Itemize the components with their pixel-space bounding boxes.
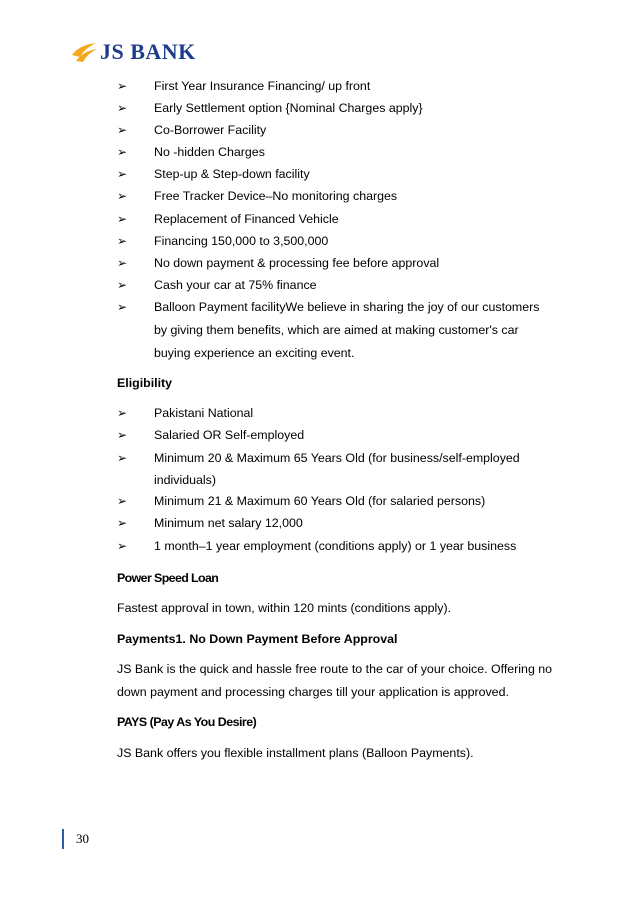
- page-number-divider: [62, 829, 64, 849]
- page-number: 30: [76, 831, 89, 846]
- section-heading-pays: PAYS (Pay As You Desire): [117, 715, 257, 729]
- pays-text: JS Bank offers you flexible installment plans (Balloon Payments).: [117, 746, 474, 760]
- section-heading-payments: Payments1. No Down Payment Before Approval: [117, 632, 398, 646]
- arrow-bullet-icon: ➢: [117, 451, 128, 465]
- section-heading-power-speed-loan: Power Speed Loan: [117, 571, 219, 585]
- logo-text: JS BANK: [100, 39, 196, 64]
- arrow-bullet-icon: ➢: [117, 234, 128, 248]
- list-item-continuation: by giving them benefits, which are aimed at making customer's car: [154, 323, 519, 337]
- payments-paragraph-line: down payment and processing charges till your application is approved.: [117, 685, 509, 699]
- payments-paragraph-line: JS Bank is the quick and hassle free route to the car of your choice. Offering no: [117, 662, 553, 676]
- arrow-bullet-icon: ➢: [117, 539, 128, 553]
- list-item-continuation: individuals): [154, 473, 216, 487]
- js-bank-logo-mark-icon: [70, 41, 98, 63]
- arrow-bullet-icon: ➢: [117, 79, 128, 93]
- list-item-continuation: buying experience an exciting event.: [154, 346, 355, 360]
- section-heading-eligibility: Eligibility: [117, 376, 173, 390]
- arrow-bullet-icon: ➢: [117, 101, 128, 115]
- arrow-bullet-icon: ➢: [117, 406, 128, 420]
- arrow-bullet-icon: ➢: [117, 189, 128, 203]
- arrow-bullet-icon: ➢: [117, 428, 128, 442]
- arrow-bullet-icon: ➢: [117, 145, 128, 159]
- arrow-bullet-icon: ➢: [117, 494, 128, 508]
- arrow-bullet-icon: ➢: [117, 278, 128, 292]
- arrow-bullet-icon: ➢: [117, 300, 128, 314]
- arrow-bullet-icon: ➢: [117, 256, 128, 270]
- arrow-bullet-icon: ➢: [117, 516, 128, 530]
- js-bank-logo: [70, 38, 196, 66]
- arrow-bullet-icon: ➢: [117, 212, 128, 226]
- arrow-bullet-icon: ➢: [117, 123, 128, 137]
- arrow-bullet-icon: ➢: [117, 167, 128, 181]
- power-speed-loan-text: Fastest approval in town, within 120 mints (conditions apply).: [117, 601, 452, 615]
